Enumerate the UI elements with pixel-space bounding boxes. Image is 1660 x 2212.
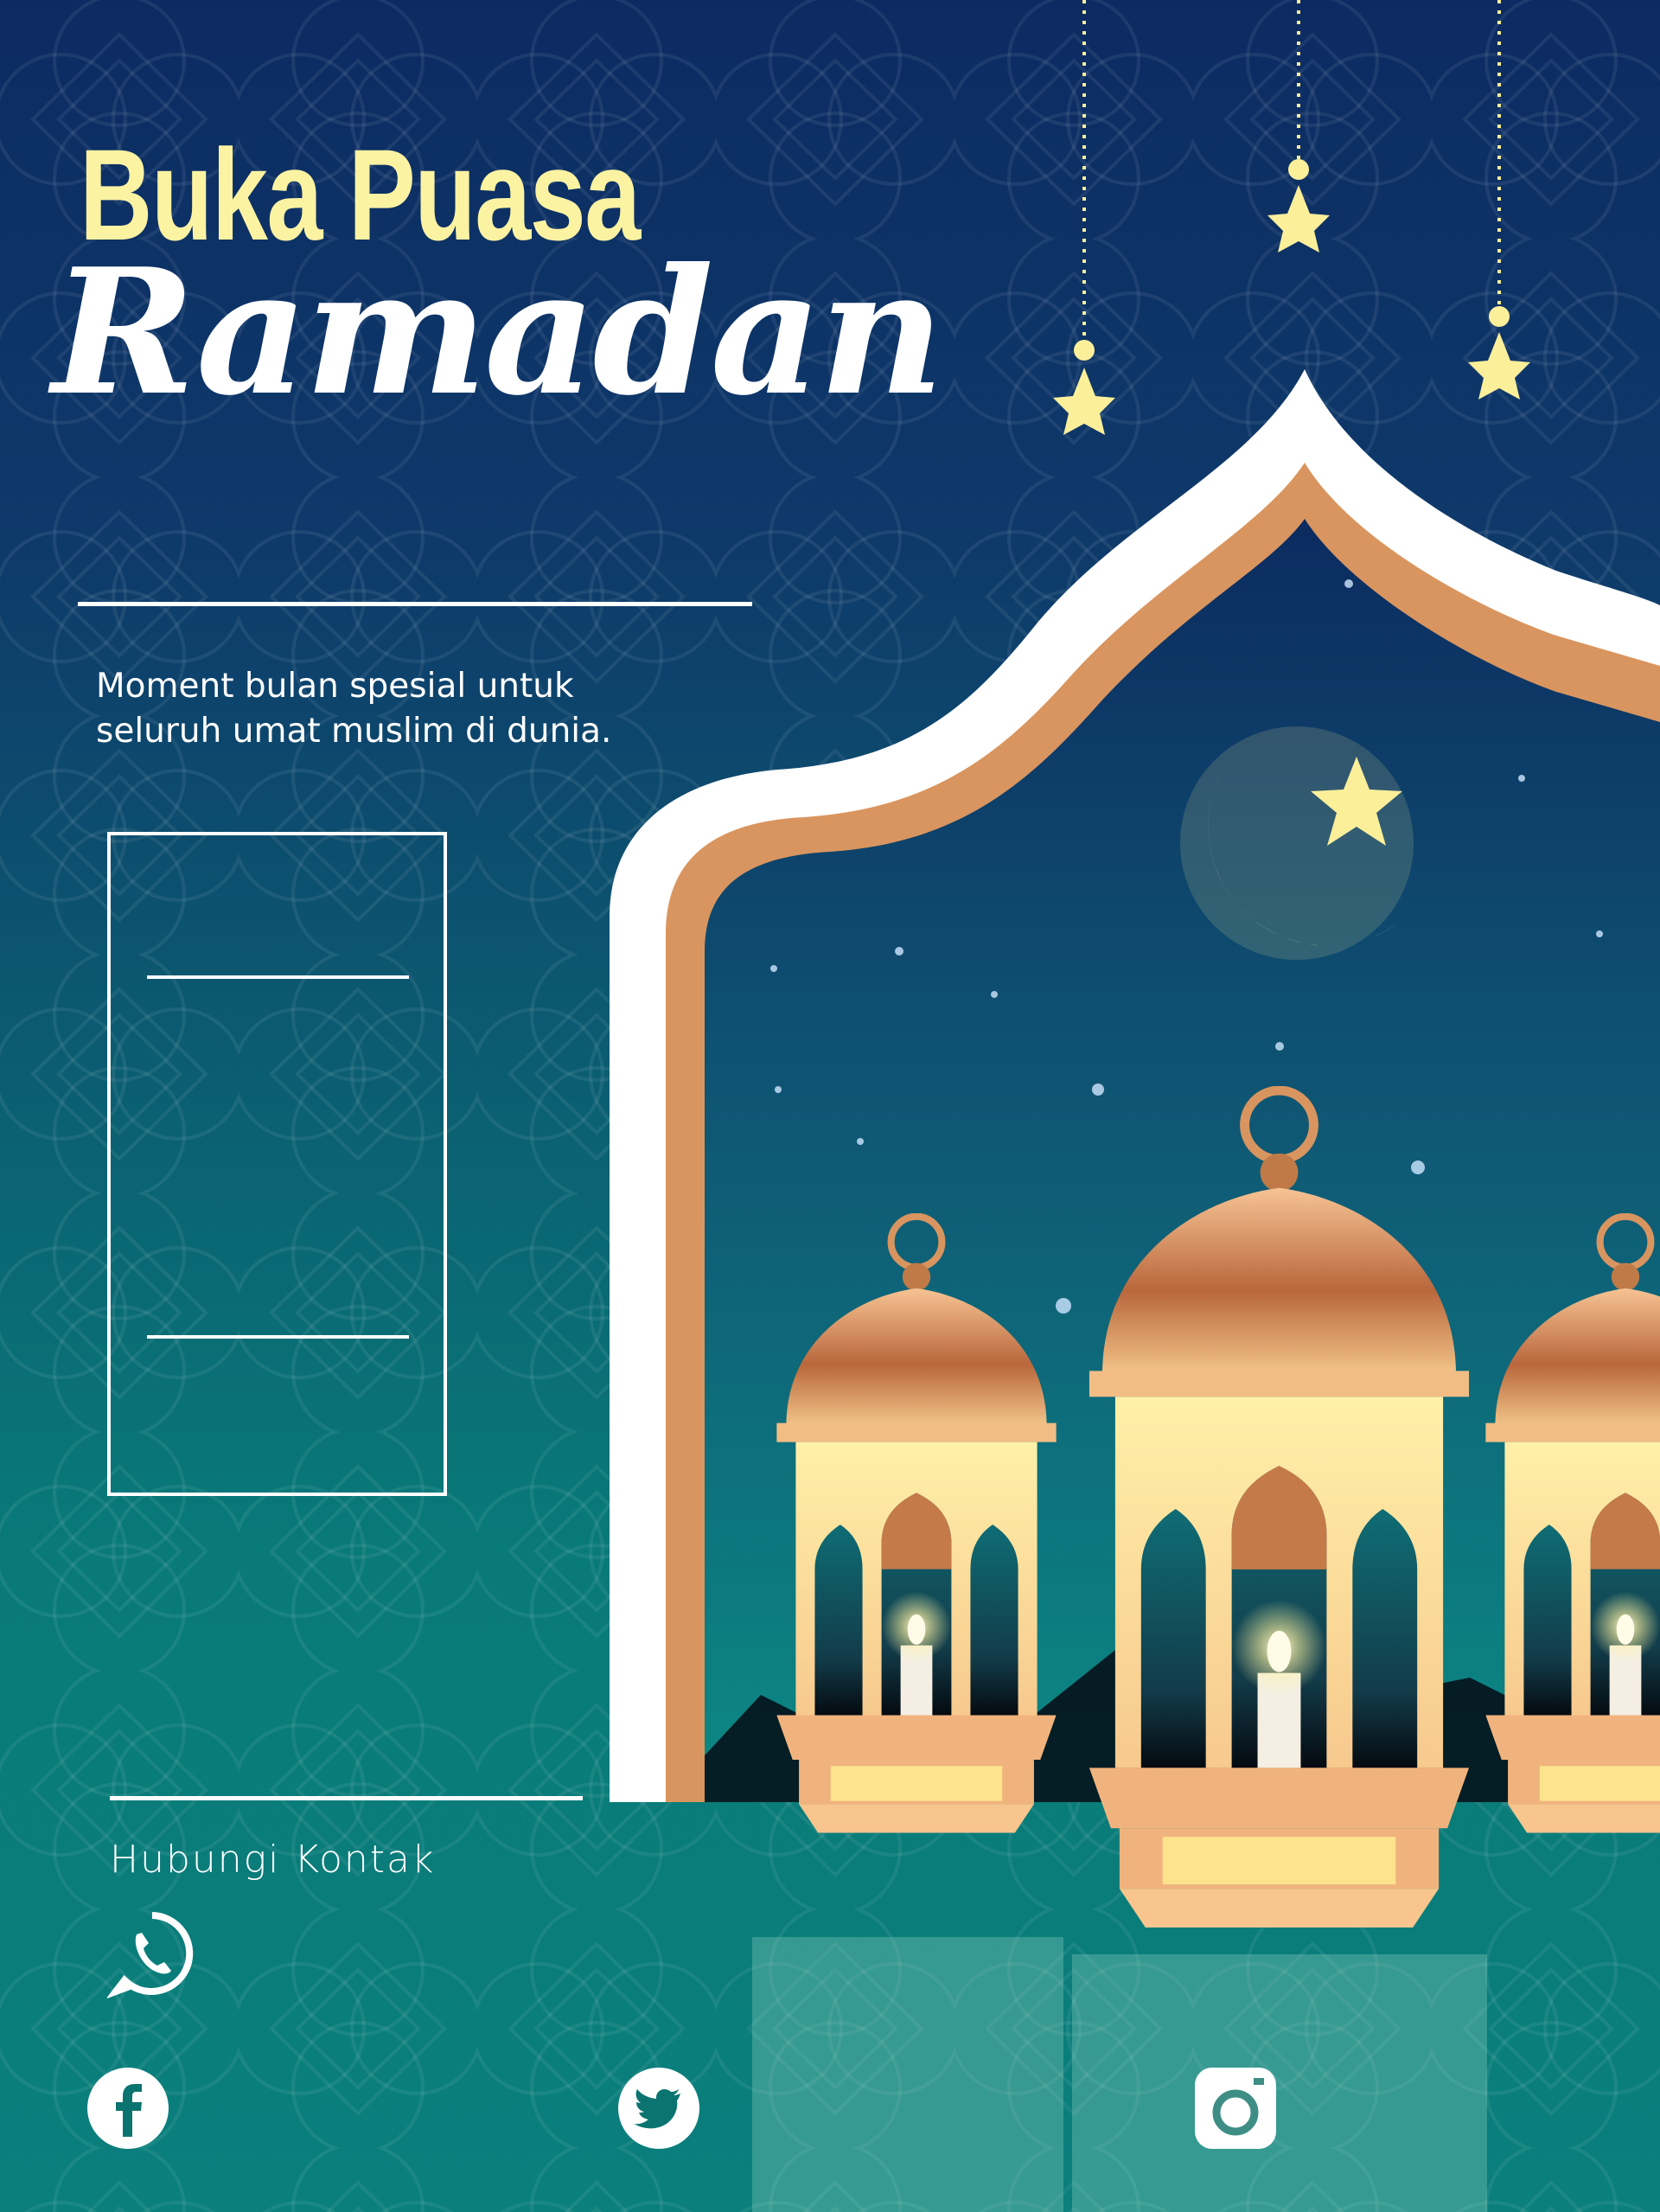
divider-contact xyxy=(110,1796,583,1800)
divider xyxy=(78,602,752,606)
facebook-icon[interactable] xyxy=(87,2068,169,2149)
contact-label: Hubungi Kontak xyxy=(110,1838,436,1882)
frame-line-top xyxy=(147,975,409,979)
title-ramadan: Ramadan xyxy=(52,231,942,434)
instagram-icon[interactable] xyxy=(1195,2068,1276,2149)
frame-line-bottom xyxy=(147,1335,409,1339)
description xyxy=(96,664,611,754)
description-line: Moment bulan spesial untuk xyxy=(96,667,574,706)
lantern-reflection xyxy=(752,1937,1487,2212)
title-buka-puasa: Buka Puasa xyxy=(80,122,640,267)
description-line: seluruh umat muslim di dunia. xyxy=(96,712,612,751)
whatsapp-icon[interactable] xyxy=(107,1908,197,1998)
twitter-icon[interactable] xyxy=(618,2068,699,2149)
crescent-moon-icon xyxy=(1180,726,1414,960)
content-frame xyxy=(107,832,447,1496)
